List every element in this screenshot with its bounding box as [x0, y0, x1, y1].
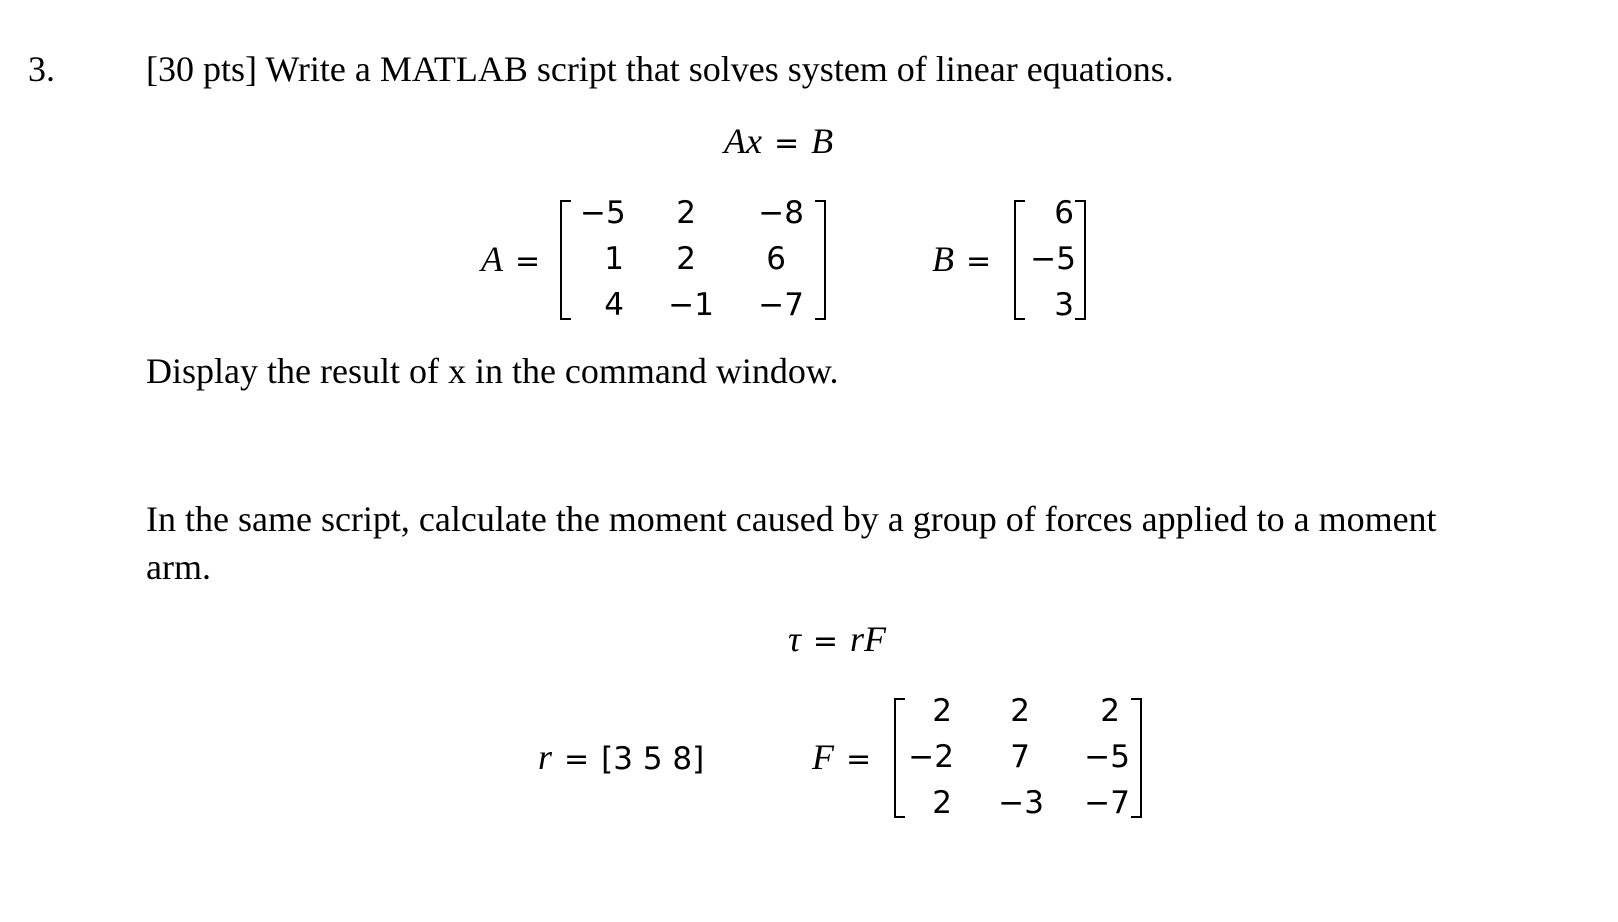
matrix-a-cell: 1	[604, 241, 624, 277]
matrix-a-cell: 6	[766, 241, 786, 277]
paragraph2-line1: In the same script, calculate the moment caused by a group of forces applied to a moment	[146, 499, 1437, 539]
matrix-f-cell: 2	[932, 785, 952, 821]
matrix-f-equals: =	[846, 742, 872, 777]
matrix-b-cell: −5	[1030, 241, 1076, 277]
matrix-a-cell: −8	[758, 195, 804, 231]
question-prompt: [30 pts] Write a MATLAB script that solves system of linear equations.	[146, 49, 1174, 89]
matrix-f-label-group	[812, 736, 871, 778]
eq2-r: r	[850, 619, 865, 659]
vector-r-value: [3 5 8]	[601, 741, 705, 777]
matrix-f-cell: −2	[908, 739, 954, 775]
vector-r-group	[538, 736, 704, 778]
matrix-b	[1014, 195, 1086, 323]
matrix-a-cell: 2	[676, 241, 696, 277]
matrix-a-label-group	[481, 238, 540, 280]
matrix-a-label: A	[481, 239, 503, 279]
eq2-equals: =	[812, 624, 839, 659]
matrix-a-cell: 2	[676, 195, 696, 231]
matrix-a-cell: −5	[580, 195, 626, 231]
matrix-f	[894, 693, 1142, 821]
question-number: 3.	[28, 49, 55, 89]
paragraph2-line2: arm.	[146, 547, 211, 587]
matrix-f-cell: −7	[1084, 785, 1130, 821]
equation-tau-equals-rf	[788, 618, 886, 660]
matrix-a-cell: 4	[604, 287, 624, 323]
matrix-a-cell: −7	[758, 287, 804, 323]
matrix-b-label-group	[932, 238, 991, 280]
matrix-b-cell: 3	[1054, 287, 1074, 323]
matrix-f-label: F	[812, 737, 834, 777]
matrix-f-cell: −5	[1084, 739, 1130, 775]
equation-ax-equals-b	[724, 120, 833, 162]
matrix-b-cell: 6	[1054, 195, 1074, 231]
matrix-f-cell: −3	[998, 785, 1044, 821]
eq1-equals: =	[773, 126, 800, 161]
eq2-f: F	[864, 619, 887, 659]
eq1-b: B	[811, 121, 834, 161]
matrix-f-cell: 2	[1100, 693, 1120, 729]
matrix-a-equals: =	[515, 244, 541, 279]
matrix-f-cell: 7	[1010, 739, 1030, 775]
matrix-a	[560, 195, 826, 323]
eq2-tau: τ	[788, 619, 801, 659]
vector-r-equals: =	[564, 742, 590, 777]
vector-r-label: r	[538, 737, 553, 777]
matrix-b-equals: =	[966, 244, 992, 279]
matrix-b-label: B	[932, 239, 954, 279]
matrix-a-cell: −1	[668, 287, 714, 323]
matrix-f-cell: 2	[932, 693, 952, 729]
matrix-f-cell: 2	[1010, 693, 1030, 729]
eq1-x: x	[746, 121, 762, 161]
instruction-text: Display the result of x in the command window.	[146, 351, 839, 391]
eq1-a: A	[724, 121, 746, 161]
